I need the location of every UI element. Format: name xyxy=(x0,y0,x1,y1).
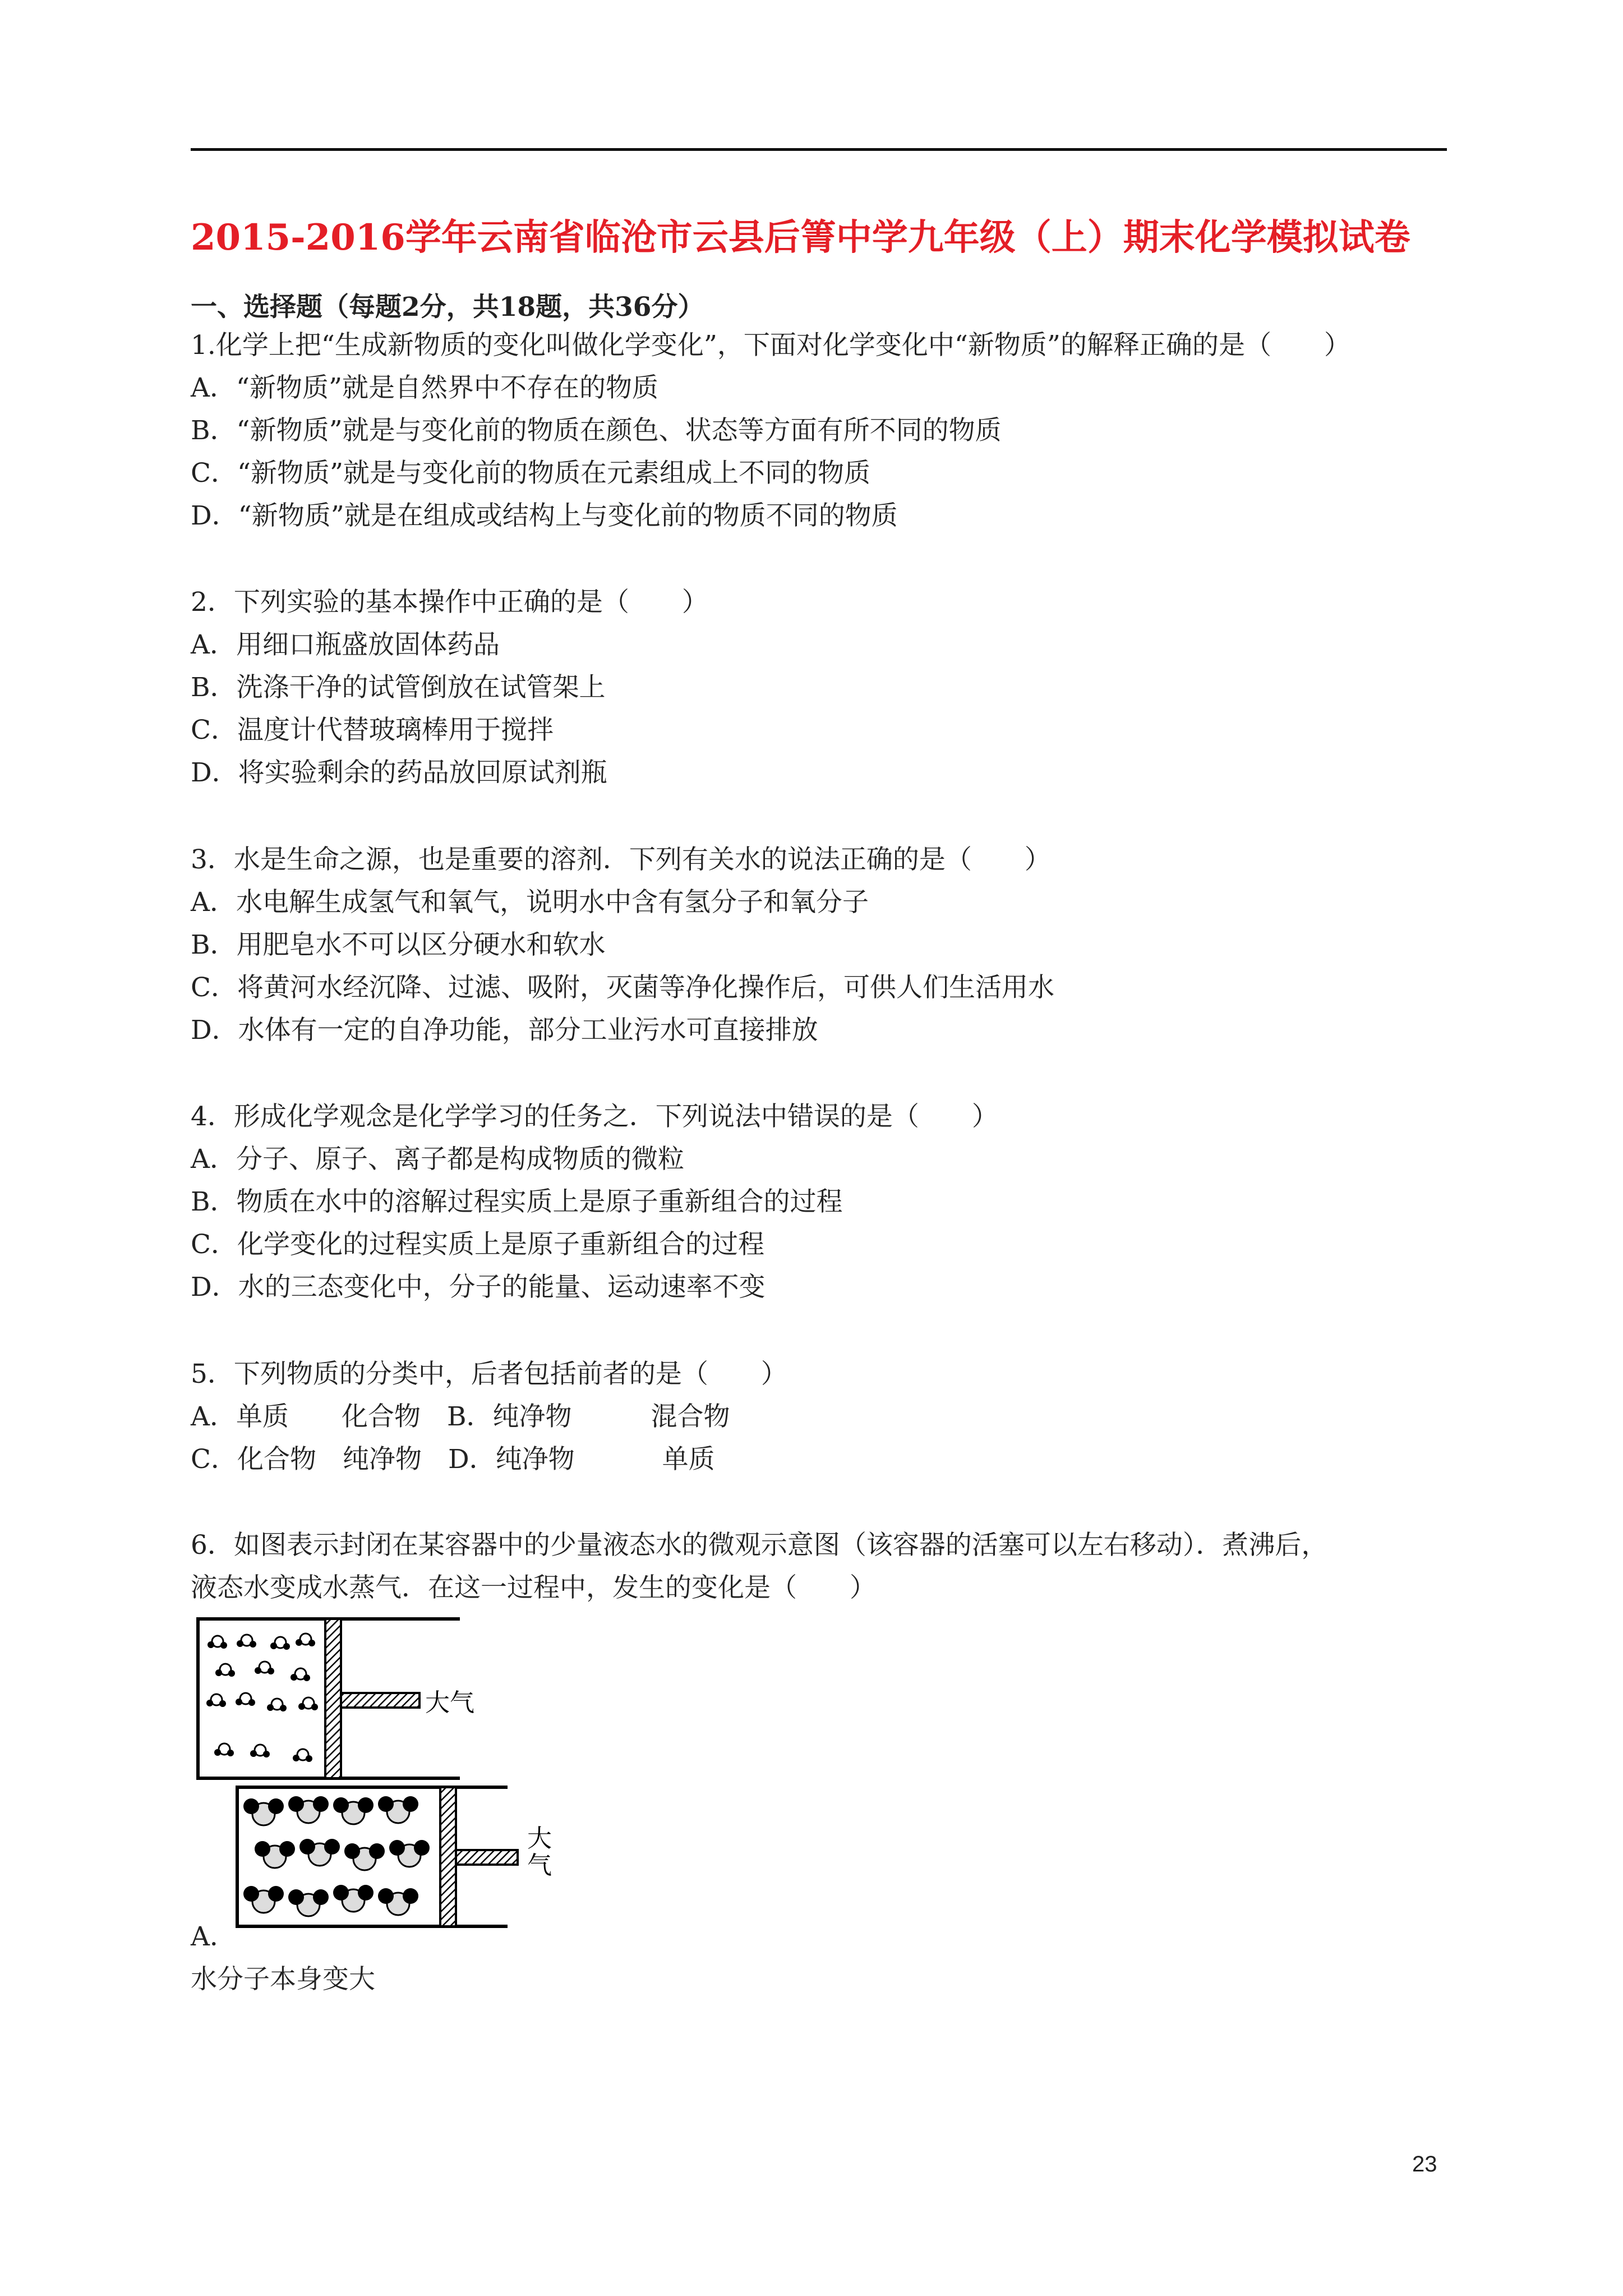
options-row-ab: A．单质 化合物 B．纯净物 混合物 xyxy=(191,1401,730,1432)
option-a-text: 水分子本身变大 xyxy=(191,1964,375,1995)
option-a-container-figure xyxy=(224,1778,561,1935)
question-stem: 5．下列物质的分类中，后者包括前者的是（ ） xyxy=(191,1359,787,1389)
option-a: A．水电解生成氢气和氧气，说明水中含有氢分子和氧分子 xyxy=(191,887,869,918)
page-number: 23 xyxy=(1412,2152,1437,2177)
liquid-water-container-figure xyxy=(191,1616,505,1784)
option-a: A．分子、原子、离子都是构成物质的微粒 xyxy=(191,1144,684,1175)
question-stem: 3．水是生命之源，也是重要的溶剂．下列有关水的说法正确的是（ ） xyxy=(191,844,1051,875)
section-heading: 一、选择题（每题2分，共18题，共36分） xyxy=(191,292,704,323)
question-3 xyxy=(191,839,1453,1052)
option-b: B．洗涤干净的试管倒放在试管架上 xyxy=(191,672,606,703)
svg-text:气: 气 xyxy=(527,1851,552,1880)
question-1 xyxy=(191,324,1453,537)
option-d: D．“新物质”就是在组成或结构上与变化前的物质不同的物质 xyxy=(191,500,898,531)
question-4 xyxy=(191,1096,1453,1309)
header-rule xyxy=(191,148,1447,151)
page-title: 2015-2016学年云南省临沧市云县后箐中学九年级（上）期末化学模拟试卷 xyxy=(191,217,1410,259)
atmosphere-label-vertical: 大 xyxy=(527,1824,552,1853)
question-stem: 4．形成化学观念是化学学习的任务之．下列说法中错误的是（ ） xyxy=(191,1101,998,1132)
option-d: D．水的三态变化中，分子的能量、运动速率不变 xyxy=(191,1272,766,1303)
option-a-label: A． xyxy=(191,1921,236,1952)
option-b: B．“新物质”就是与变化前的物质在颜色、状态等方面有所不同的物质 xyxy=(191,415,1002,446)
option-c: C．温度计代替玻璃棒用于搅拌 xyxy=(191,715,554,746)
question-5 xyxy=(191,1353,1453,1481)
option-a: A．用细口瓶盛放固体药品 xyxy=(191,629,500,660)
question-6 xyxy=(191,1524,1453,1609)
option-b: B．用肥皂水不可以区分硬水和软水 xyxy=(191,930,606,960)
question-stem: 1.化学上把“生成新物质的变化叫做化学变化”，下面对化学变化中“新物质”的解释正确的是（ ） xyxy=(191,330,1350,361)
option-c: C．“新物质”就是与变化前的物质在元素组成上不同的物质 xyxy=(191,458,871,489)
question-2 xyxy=(191,581,1453,794)
option-c: C．化学变化的过程实质上是原子重新组合的过程 xyxy=(191,1229,764,1260)
question-stem-line-1: 6．如图表示封闭在某容器中的少量液态水的微观示意图（该容器的活塞可以左右移动）．煮沸后， xyxy=(191,1530,1328,1561)
options-row-cd: C．化合物 纯净物 D．纯净物 单质 xyxy=(191,1444,715,1475)
option-a-block xyxy=(191,1916,1453,2001)
option-a: A．“新物质”就是自然界中不存在的物质 xyxy=(191,372,658,403)
option-b: B．物质在水中的溶解过程实质上是原子重新组合的过程 xyxy=(191,1186,843,1217)
option-d: D．将实验剩余的药品放回原试剂瓶 xyxy=(191,757,607,788)
question-stem: 2．下列实验的基本操作中正确的是（ ） xyxy=(191,587,708,618)
option-c: C．将黄河水经沉降、过滤、吸附，灭菌等净化操作后，可供人们生活用水 xyxy=(191,972,1054,1003)
atmosphere-label: 大气 xyxy=(425,1688,474,1717)
question-stem-line-2: 液态水变成水蒸气．在这一过程中，发生的变化是（ ） xyxy=(191,1572,876,1603)
option-d: D．水体有一定的自净功能，部分工业污水可直接排放 xyxy=(191,1015,818,1046)
